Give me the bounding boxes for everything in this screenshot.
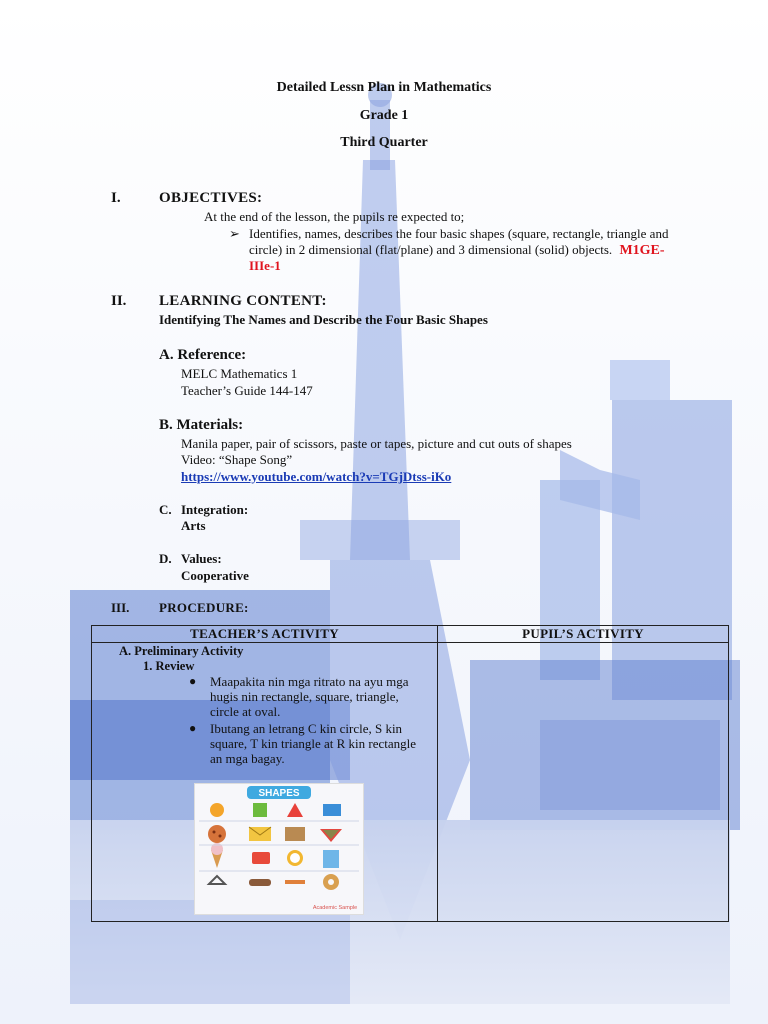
materials-line-2: Video: “Shape Song” xyxy=(181,452,293,467)
preliminary-activity-label: A. Preliminary Activity xyxy=(119,644,244,658)
quarter-label: Third Quarter xyxy=(340,135,428,150)
procedure-number: III. xyxy=(111,600,130,615)
shape-song-video-link[interactable]: https://www.youtube.com/watch?v=TGjDtss-iKo xyxy=(181,469,452,484)
image-footer-logo: Academic Sample xyxy=(312,905,358,911)
integration-label: Integration: xyxy=(181,502,249,517)
shapes-illustration xyxy=(195,784,363,914)
values-letter: D. xyxy=(159,551,172,566)
procedure-heading: PROCEDURE: xyxy=(159,600,249,615)
procedure-table-row xyxy=(92,643,729,922)
review-bullet-2: Ibutang an letrang C kin circle, S kin square, T kin triangle at R kin rectangle an mga bagay. xyxy=(210,721,417,766)
document-title: Detailed Lessn Plan in Mathematics xyxy=(276,80,492,95)
objective-line-2-text: circle) in 2 dimensional (flat/plane) and 3 dimensional (solid) objects. xyxy=(249,242,613,257)
teacher-activity-header: TEACHER’S ACTIVITY xyxy=(92,626,438,643)
reference-line-2: Teacher’s Guide 144-147 xyxy=(181,383,313,398)
materials-line-1: Manila paper, pair of scissors, paste or tapes, picture and cut outs of shapes xyxy=(181,436,572,451)
procedure-table xyxy=(91,625,729,922)
grade-label: Grade 1 xyxy=(359,108,409,123)
integration-letter: C. xyxy=(159,502,172,517)
reference-line-1: MELC Mathematics 1 xyxy=(181,366,298,381)
pupil-activity-cell xyxy=(438,643,729,922)
learning-content-number: II. xyxy=(111,293,127,309)
objectives-number: I. xyxy=(111,190,121,206)
objective-line-2 xyxy=(249,242,665,259)
integration-value: Arts xyxy=(181,518,206,533)
values-value: Cooperative xyxy=(181,568,249,583)
values-label: Values: xyxy=(181,551,222,566)
bullet-dot-icon: ● xyxy=(189,721,197,735)
melc-code-part2: IIIe-1 xyxy=(249,258,281,273)
image-title: SHAPES xyxy=(258,788,300,799)
reference-heading: A. Reference: xyxy=(159,347,247,363)
procedure-table-header xyxy=(92,626,729,643)
shapes-worksheet-image xyxy=(194,783,364,915)
melc-code-part1: M1GE- xyxy=(619,243,665,258)
materials-heading: B. Materials: xyxy=(159,417,244,433)
objectives-intro: At the end of the lesson, the pupils re expected to; xyxy=(204,209,465,224)
bullet-dot-icon: ● xyxy=(189,674,197,688)
arrow-bullet-icon: ➢ xyxy=(229,226,240,241)
objectives-heading: OBJECTIVES: xyxy=(159,190,263,206)
review-label: 1. Review xyxy=(143,659,195,673)
teacher-activity-cell xyxy=(92,643,438,922)
review-bullet-1: Maapakita nin mga ritrato na ayu mga hugis nin rectangle, square, triangle, circle at oval. xyxy=(210,674,409,719)
learning-content-heading: LEARNING CONTENT: xyxy=(159,293,327,309)
objective-line-1: Identifies, names, describes the four basic shapes (square, rectangle, triangle and xyxy=(249,226,669,241)
lesson-topic: Identifying The Names and Describe the Four Basic Shapes xyxy=(159,312,488,327)
pupil-activity-header: PUPIL’S ACTIVITY xyxy=(438,626,729,643)
